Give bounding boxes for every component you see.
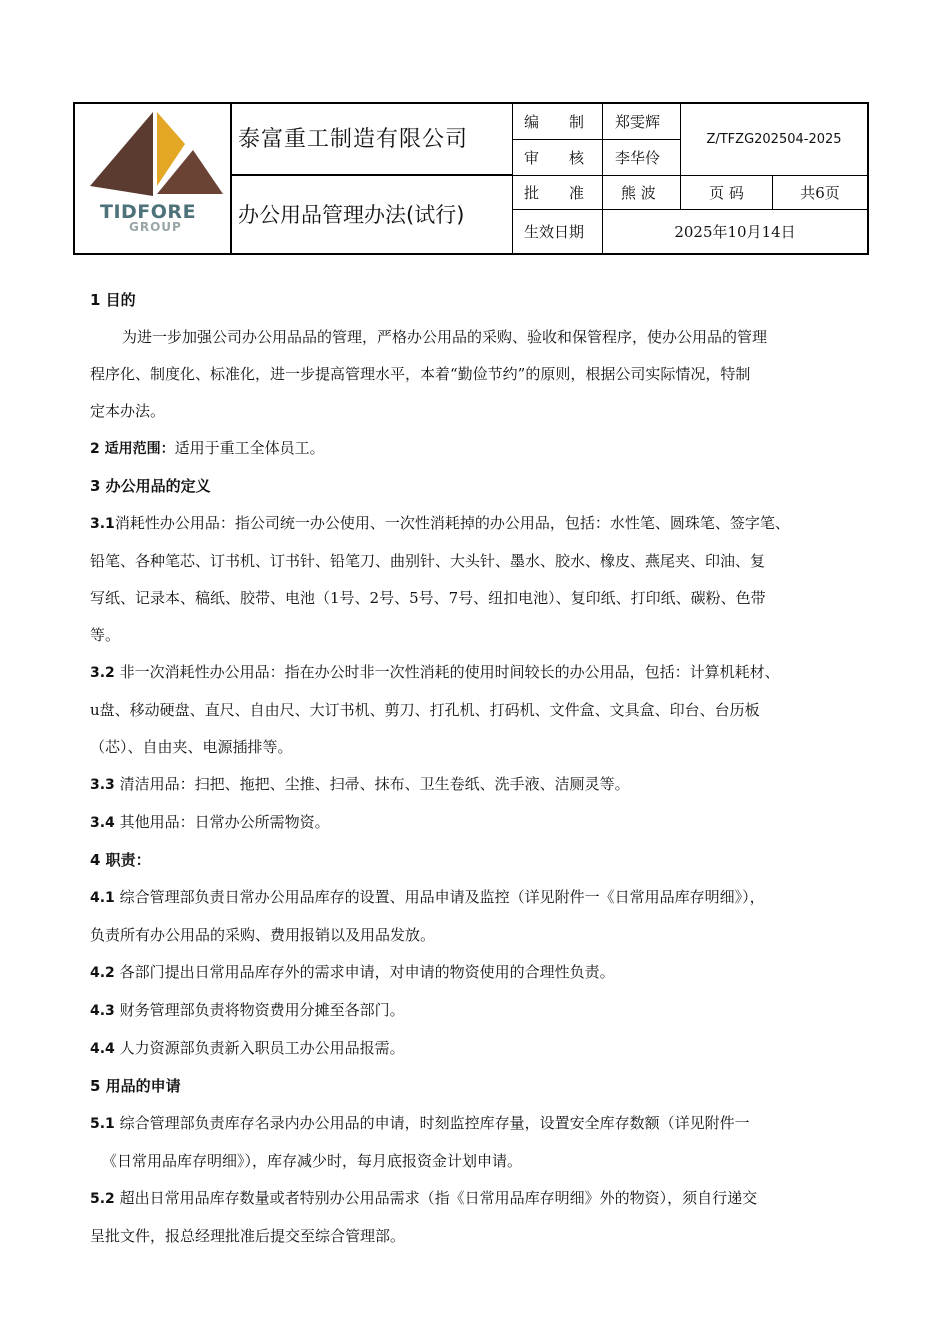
section-3-2-line-3: （芯）、自由夹、电源插排等。 — [90, 738, 293, 756]
section-3-3-number: 3.3 — [90, 777, 115, 793]
compiled-by-value: 郑雯辉 — [615, 113, 661, 131]
section-4-3-text: 财务管理部负责将物资费用分摊至各部门。 — [114, 1001, 405, 1019]
section-3-4-number: 3.4 — [90, 815, 115, 831]
section-3-1-line-4: 等。 — [90, 626, 121, 644]
document-body — [90, 282, 870, 1255]
section-3-3-text: 清洁用品：扫把、拖把、尘推、扫帚、抹布、卫生卷纸、洗手液、洁厕灵等。 — [114, 775, 630, 793]
label-reviewed-by: 审 核 — [524, 149, 585, 167]
section-5-title: 5 用品的申请 — [90, 1077, 181, 1095]
section-4-3-number: 4.3 — [90, 1003, 115, 1019]
section-2-label: 2 适用范围： — [90, 441, 175, 457]
section-5-2-line-2: 呈批文件，报总经理批准后提交至综合管理部。 — [90, 1227, 406, 1245]
section-5-1-number: 5.1 — [90, 1116, 115, 1132]
document-title: 办公用品管理办法(试行) — [238, 203, 465, 227]
label-effective-date: 生效日期 — [524, 223, 585, 241]
logo-subtext: GROUP — [129, 220, 182, 234]
section-5-2-number: 5.2 — [90, 1191, 115, 1207]
section-4-2-text: 各部门提出日常用品库存外的需求申请，对申请的物资使用的合理性负责。 — [114, 963, 615, 981]
section-3-1-line-1 — [90, 505, 870, 543]
section-1-title: 1 目的 — [90, 291, 136, 309]
document-header-table — [73, 102, 869, 255]
section-3-3 — [90, 766, 870, 804]
section-3-2-line-1 — [90, 654, 870, 692]
section-4-title: 4 职责： — [90, 851, 151, 869]
section-3-title: 3 办公用品的定义 — [90, 477, 211, 495]
section-4-1-line-2: 负责所有办公用品的采购、费用报销以及用品发放。 — [90, 926, 436, 944]
section-4-1-text: 综合管理部负责日常办公用品库存的设置、用品申请及监控（详见附件一《日常用品库存明细》）， — [114, 888, 765, 906]
section-3-2-line-2: u盘、移动硬盘、直尺、自由尺、大订书机、剪刀、打孔机、打码机、文件盒、文具盒、印台、台历板 — [90, 701, 760, 719]
section-4-4-number: 4.4 — [90, 1041, 115, 1057]
approved-by-value: 熊 波 — [621, 184, 656, 202]
section-3-2-number: 3.2 — [90, 665, 115, 681]
section-5-1-line-1 — [90, 1105, 870, 1143]
section-3-1-line-2: 铅笔、各种笔芯、订书机、订书针、铅笔刀、曲别针、大头针、墨水、胶水、橡皮、燕尾夹、印油、复 — [90, 552, 766, 570]
company-logo — [75, 104, 230, 253]
section-1-line-1: 为进一步加强公司办公用品品的管理，严格办公用品的采购、验收和保管程序，使办公用品的管理 — [122, 328, 768, 346]
section-5-2-text: 超出日常用品库存数量或者特别办公用品需求（指《日常用品库存明细》外的物资），须自行递交 — [114, 1189, 758, 1207]
document-number: Z/TFZG202504-2025 — [706, 132, 842, 147]
section-3-1-text: 消耗性办公用品：指公司统一办公使用、一次性消耗掉的办公用品，包括：水性笔、圆珠笔、签字笔、 — [114, 514, 790, 532]
label-approved-by: 批 准 — [524, 184, 585, 202]
section-1-line-2: 程序化、制度化、标准化，进一步提高管理水平，本着“勤俭节约”的原则，根据公司实际情况，特制 — [90, 365, 751, 383]
section-4-4 — [90, 1030, 870, 1068]
section-3-1-number: 3.1 — [90, 516, 115, 532]
section-4-4-text: 人力资源部负责新入职员工办公用品报需。 — [114, 1039, 405, 1057]
label-compiled-by: 编 制 — [524, 113, 585, 131]
reviewed-by-value: 李华伶 — [615, 149, 661, 167]
section-4-2-number: 4.2 — [90, 965, 115, 981]
section-4-2 — [90, 954, 870, 992]
section-4-1-line-1 — [90, 879, 870, 917]
section-1-line-3: 定本办法。 — [90, 402, 166, 420]
label-page: 页 码 — [709, 184, 744, 202]
section-2 — [90, 430, 870, 468]
section-5-2-line-1 — [90, 1180, 870, 1218]
section-4-3 — [90, 992, 870, 1030]
effective-date-value: 2025年10月14日 — [674, 223, 796, 241]
section-5-1-line-2: 《日常用品库存明细》），库存减少时，每月底报资金计划申请。 — [102, 1152, 523, 1170]
section-3-2-text: 非一次消耗性办公用品：指在办公时非一次性消耗的使用时间较长的办公用品，包括：计算机耗材、 — [114, 663, 780, 681]
section-2-text: 适用于重工全体员工。 — [174, 439, 325, 457]
section-3-4-text: 其他用品：日常办公所需物资。 — [114, 813, 330, 831]
section-3-1-line-3: 写纸、记录本、稿纸、胶带、电池（1号、2号、5号、7号、纽扣电池）、复印纸、打印纸、碳粉、色带 — [90, 589, 766, 607]
company-name: 泰富重工制造有限公司 — [238, 127, 469, 152]
page-count: 共6页 — [800, 184, 840, 202]
section-3-4 — [90, 804, 870, 842]
section-5-1-text: 综合管理部负责库存名录内办公用品的申请，时刻监控库存量，设置安全库存数额（详见附件一 — [114, 1114, 750, 1132]
section-4-1-number: 4.1 — [90, 890, 115, 906]
logo-text: TIDFORE — [100, 201, 197, 223]
